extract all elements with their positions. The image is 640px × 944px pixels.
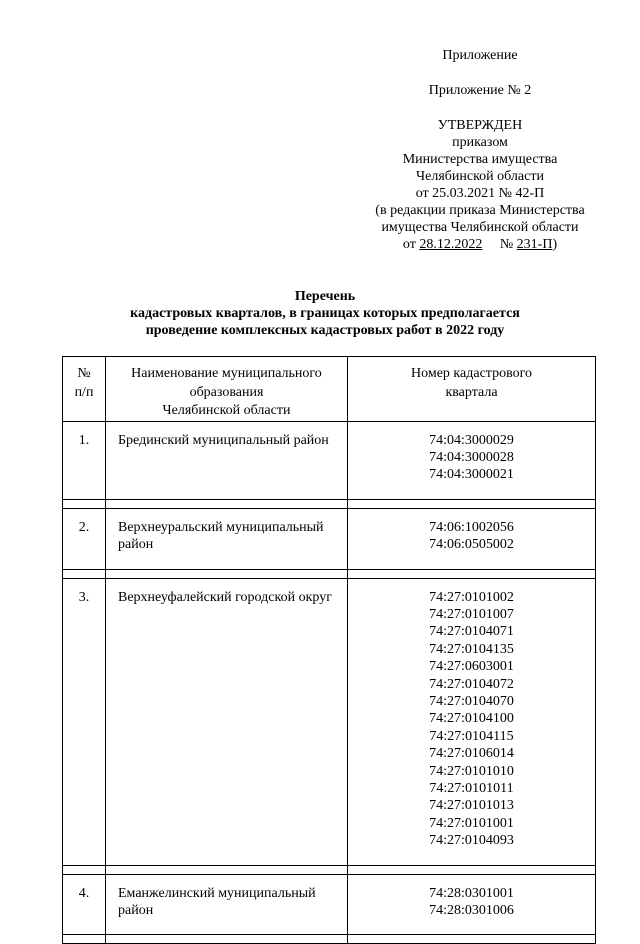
approval-line: Челябинской области [416, 169, 544, 184]
cadastral-code: 74:27:0101010 [429, 763, 514, 779]
cadastral-code: 74:04:3000029 [429, 432, 514, 448]
appendix-number: Приложение № 2 [428, 83, 532, 98]
header-name-label: Наименование муниципального образования [131, 366, 322, 400]
cadastral-code: 74:06:0505002 [429, 537, 514, 553]
revision-number: 231-П [516, 237, 553, 252]
header-name-label: Челябинской области [162, 403, 291, 418]
table-row [63, 508, 596, 569]
approval-line: имущества Челябинской области [381, 220, 579, 235]
cadastral-codes-cell [348, 508, 596, 569]
approval-line: приказом [452, 135, 508, 150]
spacer-cell [106, 569, 348, 578]
cadastral-code: 74:28:0301006 [429, 903, 514, 919]
cadastral-code: 74:27:0603001 [429, 659, 514, 675]
municipality-name: Еманжелинский муниципальный район [118, 885, 316, 919]
row-number-cell [63, 508, 106, 569]
header-name-cell [106, 357, 348, 422]
spacer-row [63, 569, 596, 578]
spacer-cell [63, 499, 106, 508]
appendix-label: Приложение [442, 48, 518, 63]
cadastral-code: 74:27:0101007 [429, 606, 514, 622]
revision-date: 28.12.2022 [419, 237, 483, 252]
row-number: 4. [78, 885, 90, 901]
municipality-name: Верхнеуральский муниципальный район [118, 519, 324, 553]
cadastral-code: 74:27:0106014 [429, 746, 514, 762]
municipality-name: Верхнеуфалейский городской округ [118, 589, 332, 605]
approval-line: (в редакции приказа Министерства [375, 203, 585, 218]
spacer-row [63, 499, 596, 508]
spacer-cell [348, 499, 596, 508]
spacer-cell [63, 865, 106, 874]
cadastral-code: 74:27:0101002 [429, 589, 514, 605]
header-num-label: п/п [74, 384, 94, 400]
spacer-cell [348, 935, 596, 944]
header-num-label: № [77, 366, 91, 381]
row-number: 2. [78, 519, 90, 535]
cadastral-table [62, 356, 596, 944]
spacer-cell [63, 935, 106, 944]
spacer-cell [106, 865, 348, 874]
closing-paren: ) [552, 237, 558, 252]
cadastral-code: 74:27:0101001 [429, 815, 514, 831]
document-title [60, 288, 590, 339]
cadastral-code: 74:28:0301001 [429, 885, 514, 901]
cadastral-code: 74:27:0104071 [429, 624, 514, 640]
title-line: проведение комплексных кадастровых работ в 2022 году [145, 323, 505, 338]
cadastral-code: 74:04:3000028 [429, 449, 514, 465]
row-number-cell [63, 578, 106, 865]
appendix-label-block [360, 47, 600, 64]
cadastral-code: 74:27:0101013 [429, 798, 514, 814]
approval-line: Министерства имущества [402, 152, 558, 167]
cadastral-code: 74:06:1002056 [429, 519, 514, 535]
spacer-cell [348, 865, 596, 874]
title-line: кадастровых кварталов, в границах которых предполагается [130, 306, 520, 321]
header-num-cell [63, 357, 106, 422]
row-number-cell [63, 421, 106, 499]
approval-block [360, 117, 600, 253]
appendix-number-block [360, 82, 600, 99]
spacer-row [63, 935, 596, 944]
spacer-cell [106, 935, 348, 944]
cadastral-code: 74:27:0104072 [429, 676, 514, 692]
spacer-cell [63, 569, 106, 578]
table-row [63, 421, 596, 499]
header-code-cell [348, 357, 596, 422]
row-number: 3. [78, 589, 90, 605]
number-prefix: № [499, 237, 514, 252]
row-number: 1. [78, 432, 90, 448]
date-prefix: от [402, 237, 416, 252]
municipality-cell [106, 508, 348, 569]
spacer-cell [348, 569, 596, 578]
table-header-row [63, 357, 596, 422]
title-line: Перечень [294, 289, 356, 304]
cadastral-codes-cell [348, 578, 596, 865]
municipality-name: Брединский муниципальный район [118, 432, 329, 448]
cadastral-code: 74:27:0101011 [429, 781, 514, 796]
municipality-cell [106, 578, 348, 865]
spacer-row [63, 865, 596, 874]
spacer-cell [106, 499, 348, 508]
table-row [63, 578, 596, 865]
approved-stamp: УТВЕРЖДЕН [437, 118, 523, 133]
header-code-label: квартала [445, 384, 498, 400]
cadastral-codes-cell [348, 421, 596, 499]
cadastral-code: 74:04:3000021 [429, 467, 514, 483]
approval-line: от 25.03.2021 № 42-П [415, 186, 545, 201]
cadastral-code: 74:27:0104135 [429, 641, 514, 657]
municipality-cell [106, 421, 348, 499]
cadastral-code: 74:27:0104093 [429, 833, 514, 849]
header-code-label: Номер кадастрового [411, 366, 532, 381]
cadastral-code: 74:27:0104100 [429, 711, 514, 727]
cadastral-code: 74:27:0104070 [429, 693, 514, 709]
approval-date-line [360, 236, 600, 253]
cadastral-code: 74:27:0104115 [429, 728, 514, 744]
